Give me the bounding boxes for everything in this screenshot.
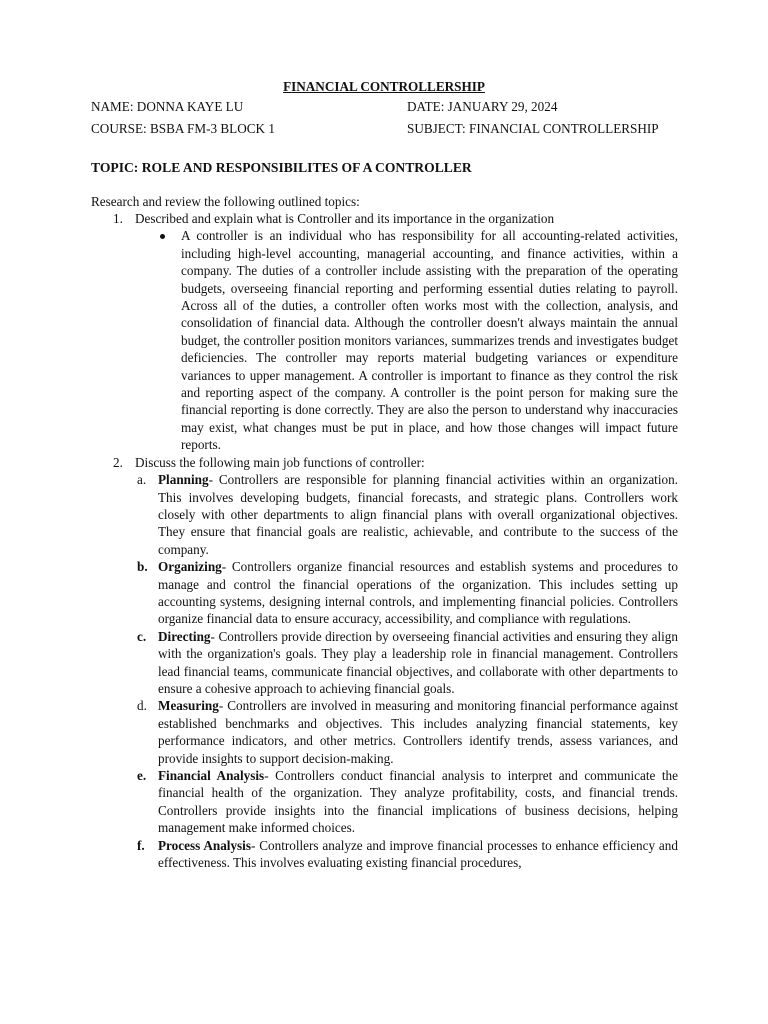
function-term: Organizing [158,559,222,575]
function-text: - Controllers provide direction by overseeing financial activities and ensuring they align with the organization's goals. They play a leadership role in financial management. Controllers lead financial teams, communicate financial objectives, and collaborate with other departments to ensure a cohesive approach to achieving financial goals. [158,628,678,696]
list-item-1 [91,210,678,227]
function-letter: d. [137,698,147,714]
function-letter: a. [137,472,147,488]
function-text: - Controllers conduct financial analysis to interpret and communicate the financial health of the organization. They analyze profitability, costs, and financial trends. Controllers provide insights into the financial implications of business decisions, helping management make informed choices. [158,768,678,836]
function-letter: e. [137,768,147,783]
function-planning [91,471,678,558]
function-text: - Controllers organize financial resources and establish systems and procedures to manage and control the financial operations of the organization. This includes setting up accounting systems, designing internal controls, and implementing financial policies. Controllers organize financial data to ensure accuracy, accessibility, and compliance with regulations. [158,559,678,627]
function-measuring [91,697,678,767]
document-date: DATE: JANUARY 29, 2024 [407,99,558,114]
outline-body [91,210,678,871]
meta-row-course-subject [91,120,677,138]
function-directing [91,628,678,698]
function-letter: f. [137,837,145,853]
function-term: Financial Analysis [158,768,265,783]
function-letter: c. [137,628,147,644]
document-title: FINANCIAL CONTROLLERSHIP [283,79,485,94]
function-organizing [91,558,678,628]
function-financial-analysis [91,767,678,837]
function-process-analysis [91,837,678,872]
list-item-2 [91,454,678,471]
function-letter: b. [137,559,148,575]
function-text: - Controllers are responsible for planning financial activities within an organization. This involves developing budgets, financial forecasts, and strategic plans. Controllers work closely with other departments to align financial plans with overall organizational objectives. They ensure that financial goals are realistic, achievable, and contribute to the success of the company. [158,472,678,557]
bullet-item [137,227,678,453]
bullet-text: A controller is an individual who has responsibility for all accounting-related activities, including high-level accounting, managerial accounting, and finance activities, within a company. The duties of a controller include assisting with the preparation of the operating budgets, overseeing financial reporting and performing essential duties relating to payroll. Across all of the duties, a controller often works most with the collection, analysis, and consolidation of financial data. Although the controller doesn't always maintain the annual budget, the controller position monitors variances, summarizes trends and investigates budget deficiencies. The controller may reports material budgeting variances or expenditure variances to upper management. A controller is important to finance as they control the risk and reporting aspect of the company. A controller is the point person for making sure the financial reporting is done correctly. They are also the person to understand why inaccuracies may exist, what changes must be put in place, and how those changes will impact future reports. [181,228,678,453]
course: COURSE: BSBA FM-3 BLOCK 1 [91,121,275,136]
item-text: Described and explain what is Controller and its importance in the organization [135,211,555,226]
intro-text: Research and review the following outlined topics: [91,194,360,209]
bullet-icon [160,234,165,239]
function-term: Process Analysis [158,837,251,853]
subject: SUBJECT: FINANCIAL CONTROLLERSHIP [407,121,659,136]
function-term: Measuring [158,698,219,714]
item-number: 1. [113,211,123,226]
item-text: Discuss the following main job functions of controller: [135,454,425,470]
function-text: - Controllers analyze and improve financial processes to enhance efficiency and effectiveness. This involves evaluating existing financial procedures, [158,837,678,871]
job-functions-list [91,471,678,871]
function-text: - Controllers are involved in measuring and monitoring financial performance against established benchmarks and objectives. This includes analyzing financial statements, key performance indicators, and other metrics. Controllers identify trends, assess variances, and provide insights to support decision-making. [158,698,678,766]
function-term: Planning [158,472,209,488]
meta-row-name-date [91,98,677,116]
topic-heading: TOPIC: ROLE AND RESPONSIBILITES OF A CONTROLLER [91,160,472,175]
item-number: 2. [113,454,123,470]
function-term: Directing [158,628,211,644]
student-name: NAME: DONNA KAYE LU [91,99,244,114]
